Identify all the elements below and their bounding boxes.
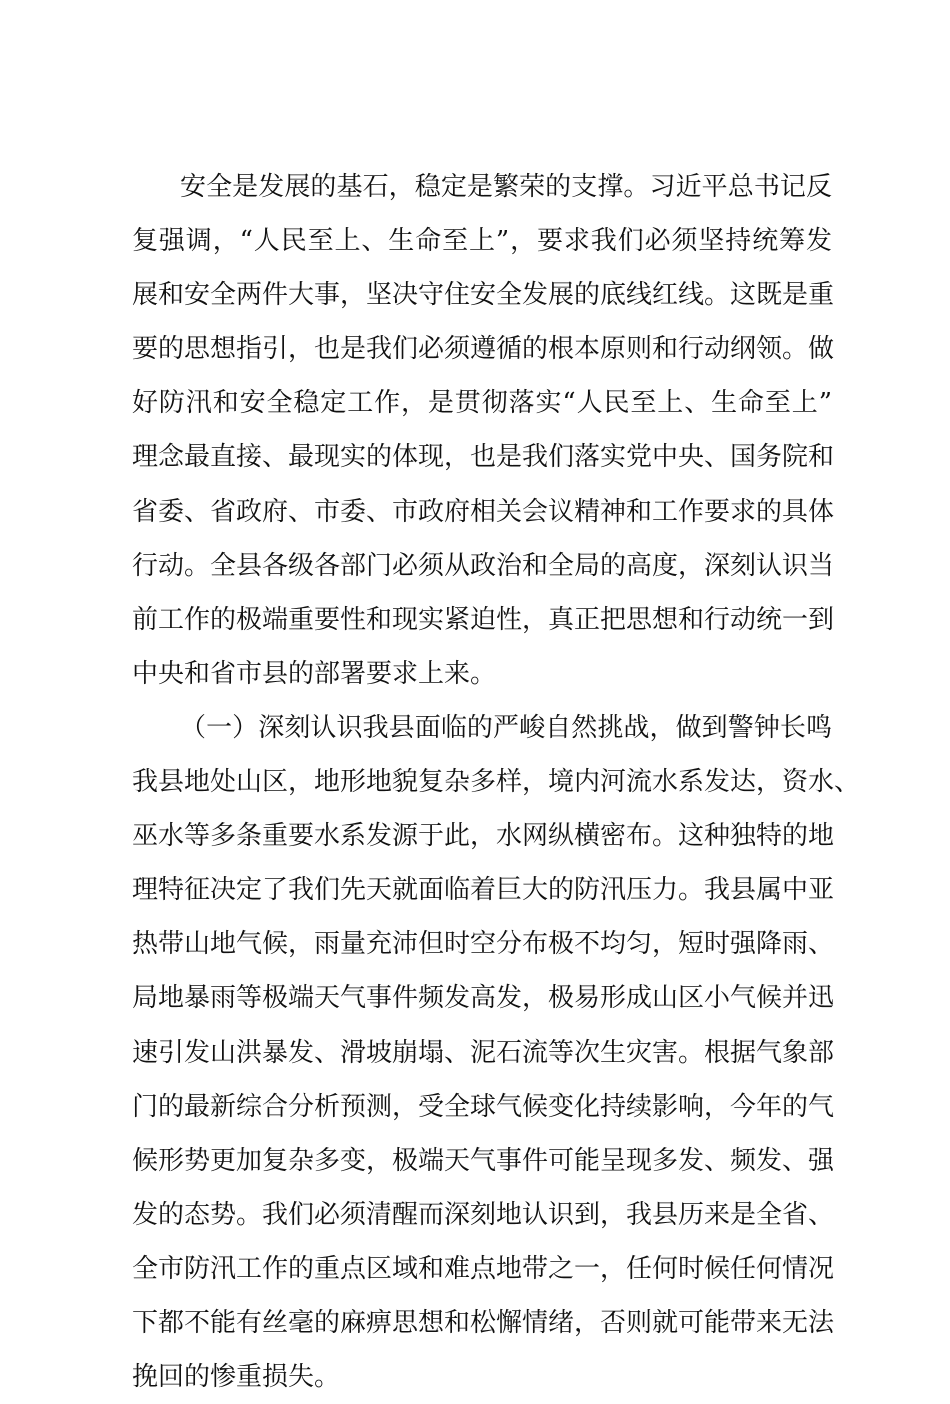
paragraph-2-line-10: 全市防汛工作的重点区域和难点地带之一，任何时候任何情况 — [132, 1253, 835, 1284]
paragraph-1-line-4: 要的思想指引，也是我们必须遵循的根本原则和行动纲领。做 — [132, 334, 835, 365]
paragraph-2-line-2: 巫水等多条重要水系发源于此，水网纵横密布。这种独特的地 — [132, 821, 835, 852]
paragraph-2-line-8: 候形势更加复杂多变，极端天气事件可能呈现多发、频发、强 — [132, 1145, 835, 1176]
paragraph-1-line-7: 省委、省政府、市委、市政府相关会议精神和工作要求的具体 — [132, 496, 835, 527]
paragraph-2-line-1: 我县地处山区，地形地貌复杂多样，境内河流水系发达，资水、 — [132, 767, 861, 798]
paragraph-2-line-7: 门的最新综合分析预测，受全球气候变化持续影响，今年的气 — [132, 1091, 835, 1122]
paragraph-1-line-3: 展和安全两件大事，坚决守住安全发展的底线红线。这既是重 — [132, 280, 835, 311]
paragraph-1-line-8: 行动。全县各级各部门必须从政治和全局的高度，深刻认识当 — [132, 550, 835, 581]
paragraph-2-line-6: 速引发山洪暴发、滑坡崩塌、泥石流等次生灾害。根据气象部 — [132, 1037, 835, 1068]
paragraph-2-line-9: 发的态势。我们必须清醒而深刻地认识到，我县历来是全省、 — [132, 1199, 835, 1230]
paragraph-2-line-4: 热带山地气候，雨量充沛但时空分布极不均匀，短时强降雨、 — [132, 929, 835, 960]
paragraph-2-line-5: 局地暴雨等极端天气事件频发高发，极易形成山区小气候并迅 — [132, 983, 835, 1014]
paragraph-1-line-2: 复强调，“人民至上、生命至上”，要求我们必须坚持统筹发 — [132, 226, 832, 257]
section-heading: （一）深刻认识我县面临的严峻自然挑战，做到警钟长鸣 — [180, 712, 832, 743]
paragraph-1-line-1: 安全是发展的基石，稳定是繁荣的支撑。习近平总书记反 — [180, 172, 832, 202]
paragraph-2-line-11: 下都不能有丝毫的麻痹思想和松懈情绪，否则就可能带来无法 — [132, 1307, 835, 1338]
paragraph-1-line-9: 前工作的极端重要性和现实紧迫性，真正把思想和行动统一到 — [132, 604, 835, 635]
paragraph-2-line-12: 挽回的惨重损失。 — [132, 1362, 341, 1393]
paragraph-1-line-6: 理念最直接、最现实的体现，也是我们落实党中央、国务院和 — [132, 442, 835, 473]
paragraph-2-line-3: 理特征决定了我们先天就面临着巨大的防汛压力。我县属中亚 — [132, 875, 835, 906]
document-body — [132, 160, 861, 1404]
paragraph-1-line-10: 中央和省市县的部署要求上来。 — [132, 658, 497, 689]
paragraph-1-line-5: 好防汛和安全稳定工作，是贯彻落实“人民至上、生命至上” — [132, 388, 832, 419]
